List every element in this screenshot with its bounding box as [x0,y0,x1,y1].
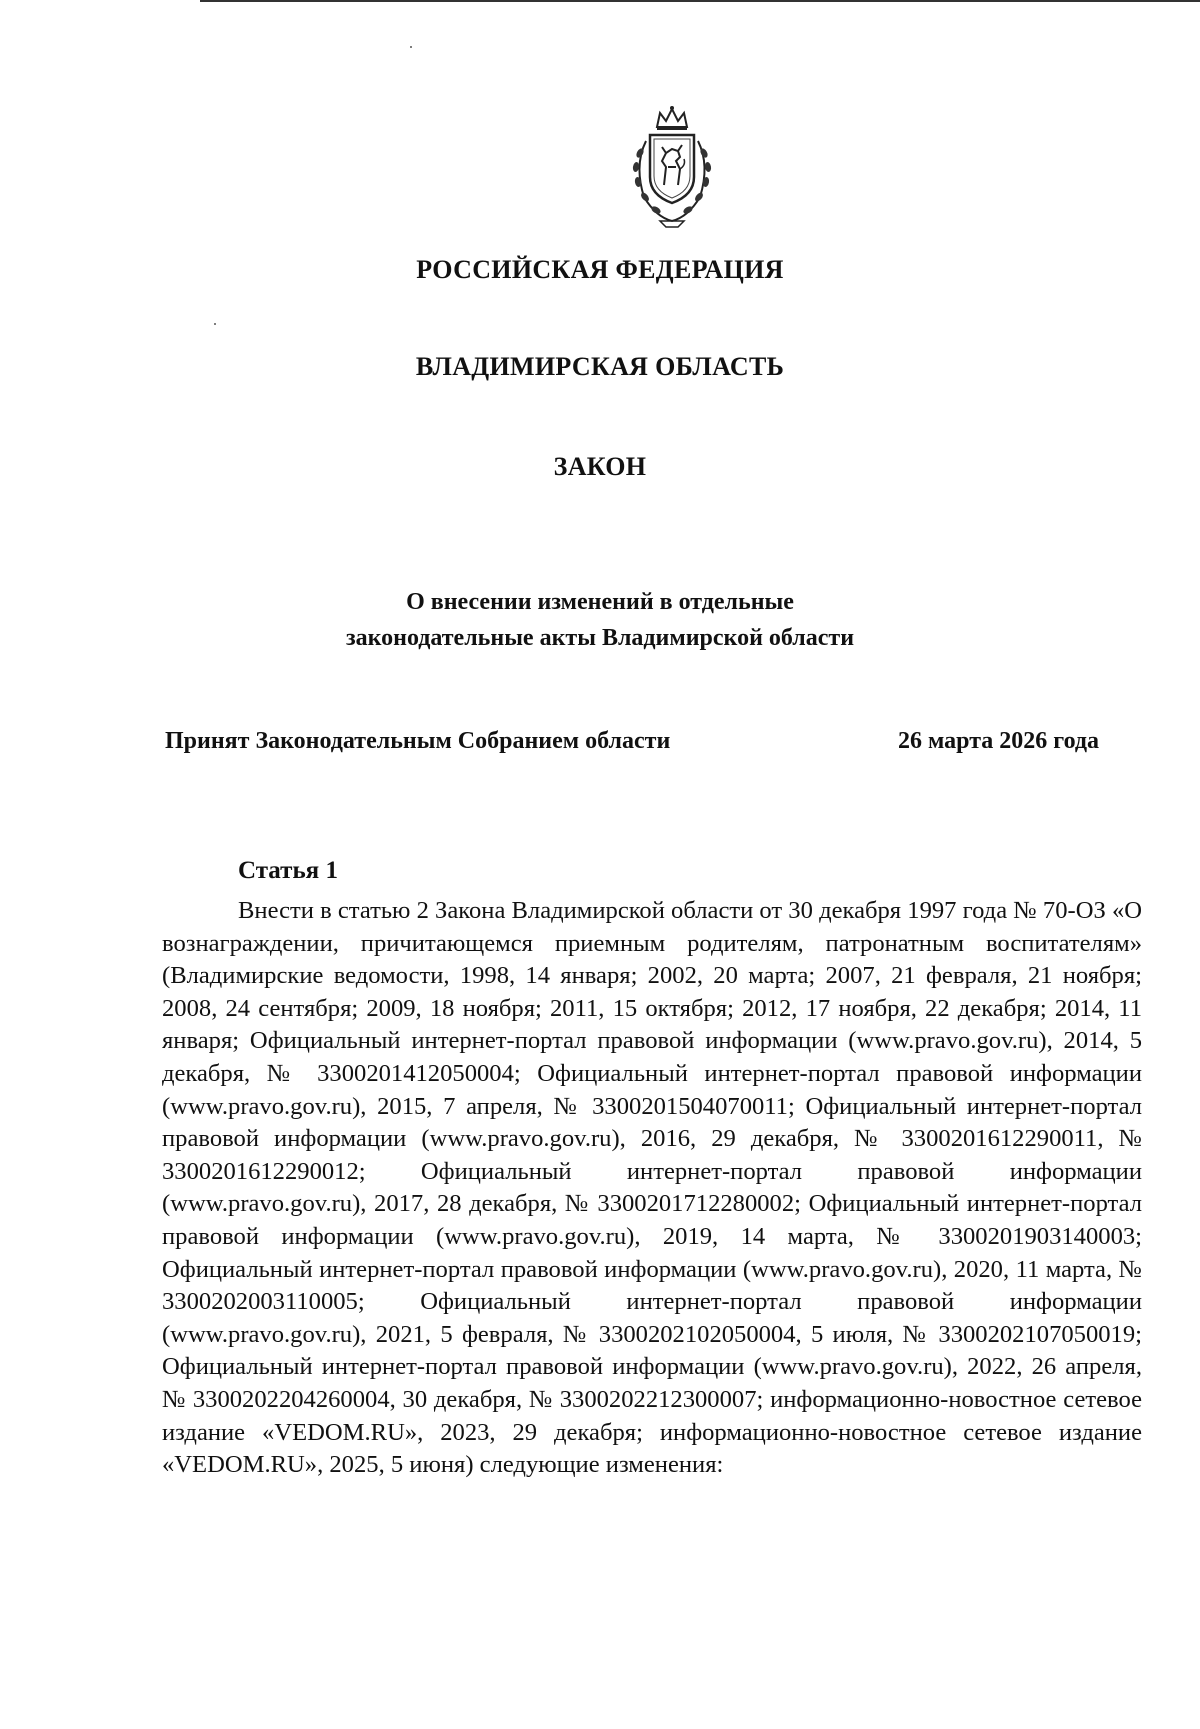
article-body: Внести в статью 2 Закона Владимирской области от 30 декабря 1997 года № 70-ОЗ «О вознаграждении, причитающемся приемным родителям, патронатным воспитателям» (Владимирские ведомости, 1998, 14 января; 2002, 20 марта; 2007, 21 февраля, 21 ноября; 2008, 24 сентября; 2009, 18 ноября; 2011, 15 октября; 2012, 17 ноября, 22 декабря; 2014, 11 января; Официальный интернет-портал правовой информации (www.pravo.gov.ru), 2014, 5 декабря, № 3300201412050004; Официальный интернет-портал правовой информации (www.pravo.gov.ru), 2015, 7 апреля, № 3300201504070011; Официальный интернет-портал правовой информации (www.pravo.gov.ru), 2016, 29 декабря, № 3300201612290011, № 3300201612290012; Официальный интернет-портал правовой информации (www.pravo.gov.ru), 2017, 28 декабря, № 3300201712280002; Официальный интернет-портал правовой информации (www.pravo.gov.ru), 2019, 14 марта, № 3300201903140003; Официальный интернет-портал правовой информации (www.pravo.gov.ru), 2020, 11 марта, № 3300202003110005; Официальный интернет-портал правовой информации (www.pravo.gov.ru), 2021, 5 февраля, № 3300202102050004, 5 июля, № 3300202107050019; Официальный интернет-портал правовой информации (www.pravo.gov.ru), 2022, 26 апреля, № 3300202204260004, 30 декабря, № 3300202212300007; информационно-новостное сетевое издание «VEDOM.RU», 2023, 29 декабря; информационно-новостное сетевое издание «VEDOM.RU», 2025, 5 июня) следующие изменения: [162,897,1142,1479]
country-heading: РОССИЙСКАЯ ФЕДЕРАЦИЯ [416,255,784,284]
article-heading: Статья 1 [238,857,338,884]
region-heading: ВЛАДИМИРСКАЯ ОБЛАСТЬ [415,352,785,381]
coat-of-arms-icon [622,105,722,230]
adoption-label: Принят Законодательным Собранием области [165,728,671,754]
scan-speck [410,46,412,48]
law-title-line: О внесении изменений в отдельные [406,589,794,615]
law-title-line: законодательные акты Владимирской области [345,625,855,651]
document-type: ЗАКОН [553,452,647,481]
adoption-date: 26 марта 2026 года [898,728,1100,754]
scan-speck [214,323,216,325]
law-title [0,584,1200,656]
scan-top-edge [200,0,1200,2]
